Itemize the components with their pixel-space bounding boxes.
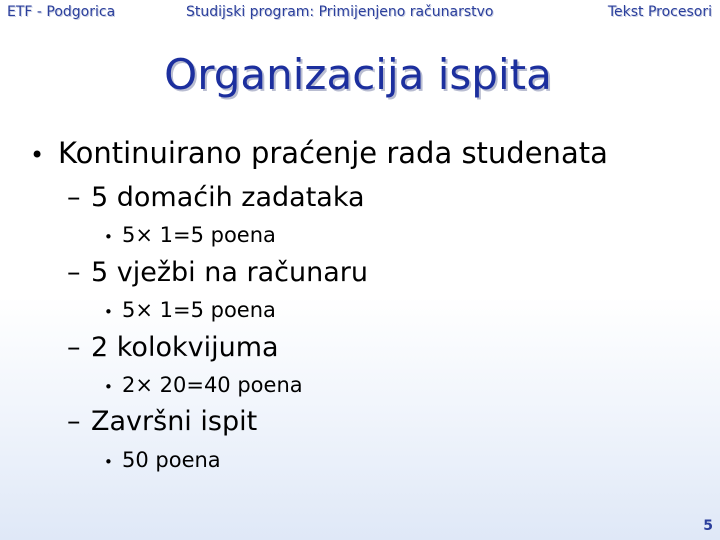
- list-item: [67, 406, 257, 437]
- page-number: 5: [703, 518, 713, 534]
- list-item-label: Završni ispit: [91, 406, 258, 437]
- header-right-text: Tekst Procesori: [607, 4, 712, 20]
- list-item-detail: [104, 373, 303, 397]
- dash-icon: –: [67, 406, 81, 437]
- list-item-detail: [104, 448, 221, 472]
- list-item-detail-text: 5× 1=5 poena: [122, 298, 276, 322]
- list-item-detail-text: 50 poena: [122, 448, 221, 472]
- list-item: [67, 182, 365, 213]
- bullet-dot-icon: •: [104, 303, 113, 321]
- list-item: [67, 257, 368, 288]
- dash-icon: –: [67, 257, 81, 288]
- dash-icon: –: [67, 332, 81, 363]
- bullet-dot-icon: •: [104, 453, 113, 471]
- header-center-text: Studijski program: Primijenjeno računarstvo: [186, 4, 494, 20]
- bullet-dot-icon: •: [104, 378, 113, 396]
- bullet-dot-icon: •: [104, 228, 113, 246]
- dash-icon: –: [67, 182, 81, 213]
- list-item-detail-text: 5× 1=5 poena: [122, 223, 276, 247]
- list-item-detail-text: 2× 20=40 poena: [122, 373, 303, 397]
- list-item-detail: [104, 298, 276, 322]
- list-item-label: 2 kolokvijuma: [91, 332, 279, 363]
- list-item-label: 5 vježbi na računaru: [91, 257, 368, 288]
- main-bullet: [30, 136, 608, 170]
- list-item: [67, 332, 279, 363]
- list-item-label: 5 domaćih zadataka: [91, 182, 365, 213]
- main-bullet-text: Kontinuirano praćenje rada studenata: [58, 136, 608, 170]
- slide-title: Organizacija ispita: [164, 50, 552, 99]
- header-left-text: ETF - Podgorica: [7, 4, 116, 20]
- bullet-dot-icon: •: [30, 141, 45, 169]
- list-item-detail: [104, 223, 276, 247]
